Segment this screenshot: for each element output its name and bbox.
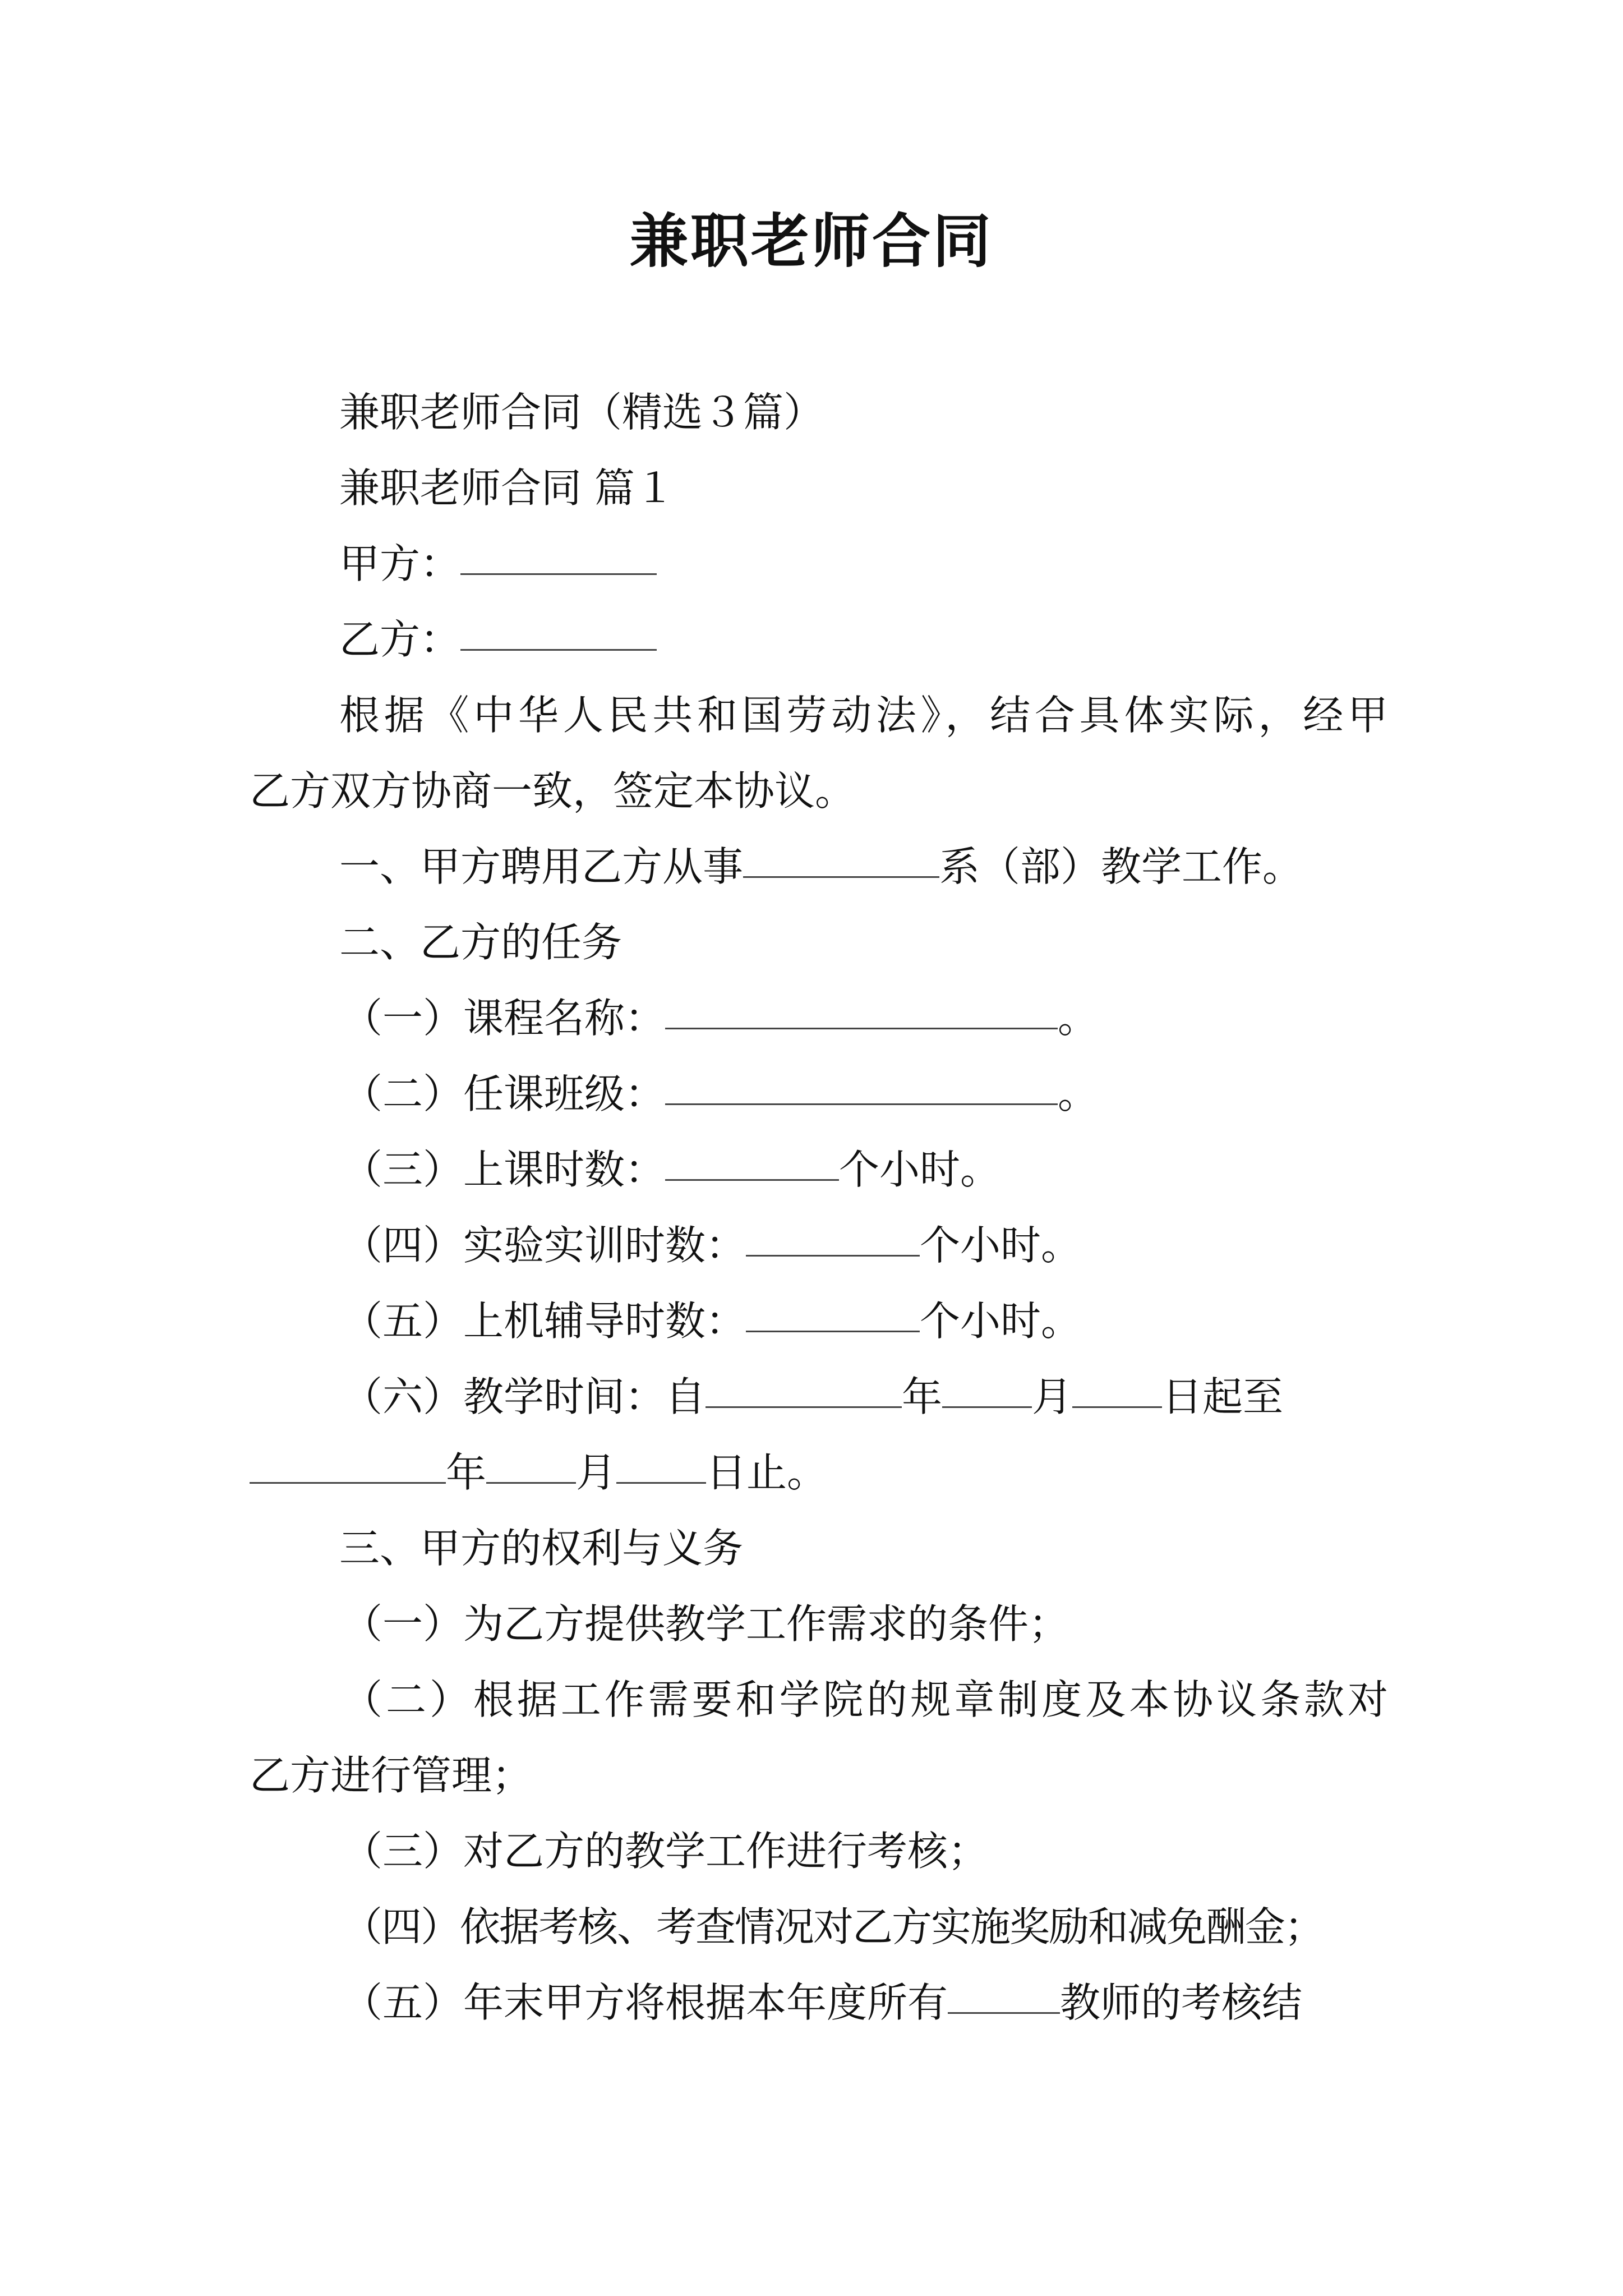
clause-line <box>250 1823 1388 1879</box>
text: 个小时。 <box>839 1146 1001 1193</box>
clause-line <box>250 1142 1388 1198</box>
text: 乙方双方协商一致，签定本协议。 <box>250 767 856 815</box>
text: 兼职老师合同 篇１ <box>339 464 675 512</box>
text: 月 <box>576 1449 617 1496</box>
text: （二）根据工作需要和学院的规章制度及本协议条款对 <box>342 1676 1388 1723</box>
text: 。 <box>1058 1070 1099 1117</box>
text: （四）依据考核、考查情况对乙方实施奖励和减免酬金； <box>342 1903 1324 1950</box>
text: 日止。 <box>706 1449 828 1496</box>
text: 三、甲方的权利与义务 <box>339 1525 744 1572</box>
clause-line <box>250 1596 1388 1652</box>
clause-line <box>250 839 1388 895</box>
document-title: 兼职老师合同 <box>629 206 993 275</box>
paragraph-line <box>250 763 1388 819</box>
year-blank <box>250 1444 446 1484</box>
department-blank <box>743 839 939 878</box>
class-blank <box>665 1066 1058 1105</box>
clause-line <box>250 1293 1388 1349</box>
text: （二）任课班级： <box>342 1070 666 1117</box>
year-blank <box>706 1369 902 1408</box>
clause-line <box>250 1217 1388 1273</box>
text: 二、乙方的任务 <box>339 919 623 966</box>
text: 一、甲方聘用乙方从事 <box>339 843 744 890</box>
lab-hours-blank <box>746 1217 920 1257</box>
month-blank <box>486 1444 576 1484</box>
text: 个小时。 <box>920 1297 1082 1345</box>
section-heading <box>250 460 1388 516</box>
text: 年 <box>902 1373 943 1420</box>
day-blank <box>616 1444 706 1484</box>
text: （三）上课时数： <box>342 1146 666 1193</box>
text: （四）实验实训时数： <box>342 1222 746 1269</box>
party-b-line <box>250 611 1388 668</box>
party-a-blank <box>460 536 657 575</box>
label: 乙方： <box>339 616 461 663</box>
text: （五）上机辅导时数： <box>342 1297 746 1345</box>
text: 日起至 <box>1162 1373 1284 1420</box>
clause-heading <box>250 1520 1388 1576</box>
text: 。 <box>1058 995 1099 1042</box>
paragraph-line <box>250 687 1388 743</box>
text: （五）年末甲方将根据本年度所有 <box>342 1979 948 2026</box>
text: （三）对乙方的教学工作进行考核； <box>342 1828 989 1875</box>
text: （一）课程名称： <box>342 995 666 1042</box>
text: 乙方进行管理； <box>250 1752 533 1799</box>
clause-line <box>250 1747 1388 1803</box>
text: （六）教学时间：自 <box>342 1373 706 1420</box>
clause-line <box>250 1899 1388 1955</box>
clause-line <box>250 1975 1388 2031</box>
text: （一）为乙方提供教学工作需求的条件； <box>342 1600 1069 1648</box>
label: 甲方： <box>339 540 461 587</box>
computer-hours-blank <box>746 1293 920 1332</box>
course-name-blank <box>665 990 1058 1029</box>
month-blank <box>942 1369 1032 1408</box>
clause-line <box>250 1444 1388 1501</box>
party-b-blank <box>460 611 657 651</box>
text: 教师的考核结 <box>1060 1979 1303 2026</box>
clause-line <box>250 1066 1388 1122</box>
text: 个小时。 <box>920 1222 1082 1269</box>
text: 根据《中华人民共和国劳动法》，结合具体实际，经甲 <box>339 692 1388 739</box>
subtitle-line <box>250 384 1388 440</box>
party-a-line <box>250 536 1388 592</box>
clause-line <box>250 1369 1388 1425</box>
clause-heading <box>250 914 1388 970</box>
hours-blank <box>665 1142 839 1181</box>
teacher-type-blank <box>948 1975 1060 2014</box>
text: 月 <box>1032 1373 1073 1420</box>
text: 系（部）教学工作。 <box>939 843 1303 890</box>
clause-line <box>250 990 1388 1046</box>
day-blank <box>1072 1369 1162 1408</box>
text: 年 <box>446 1449 487 1496</box>
text: 兼职老师合同（精选３篇） <box>339 389 824 436</box>
clause-line <box>250 1672 1388 1728</box>
